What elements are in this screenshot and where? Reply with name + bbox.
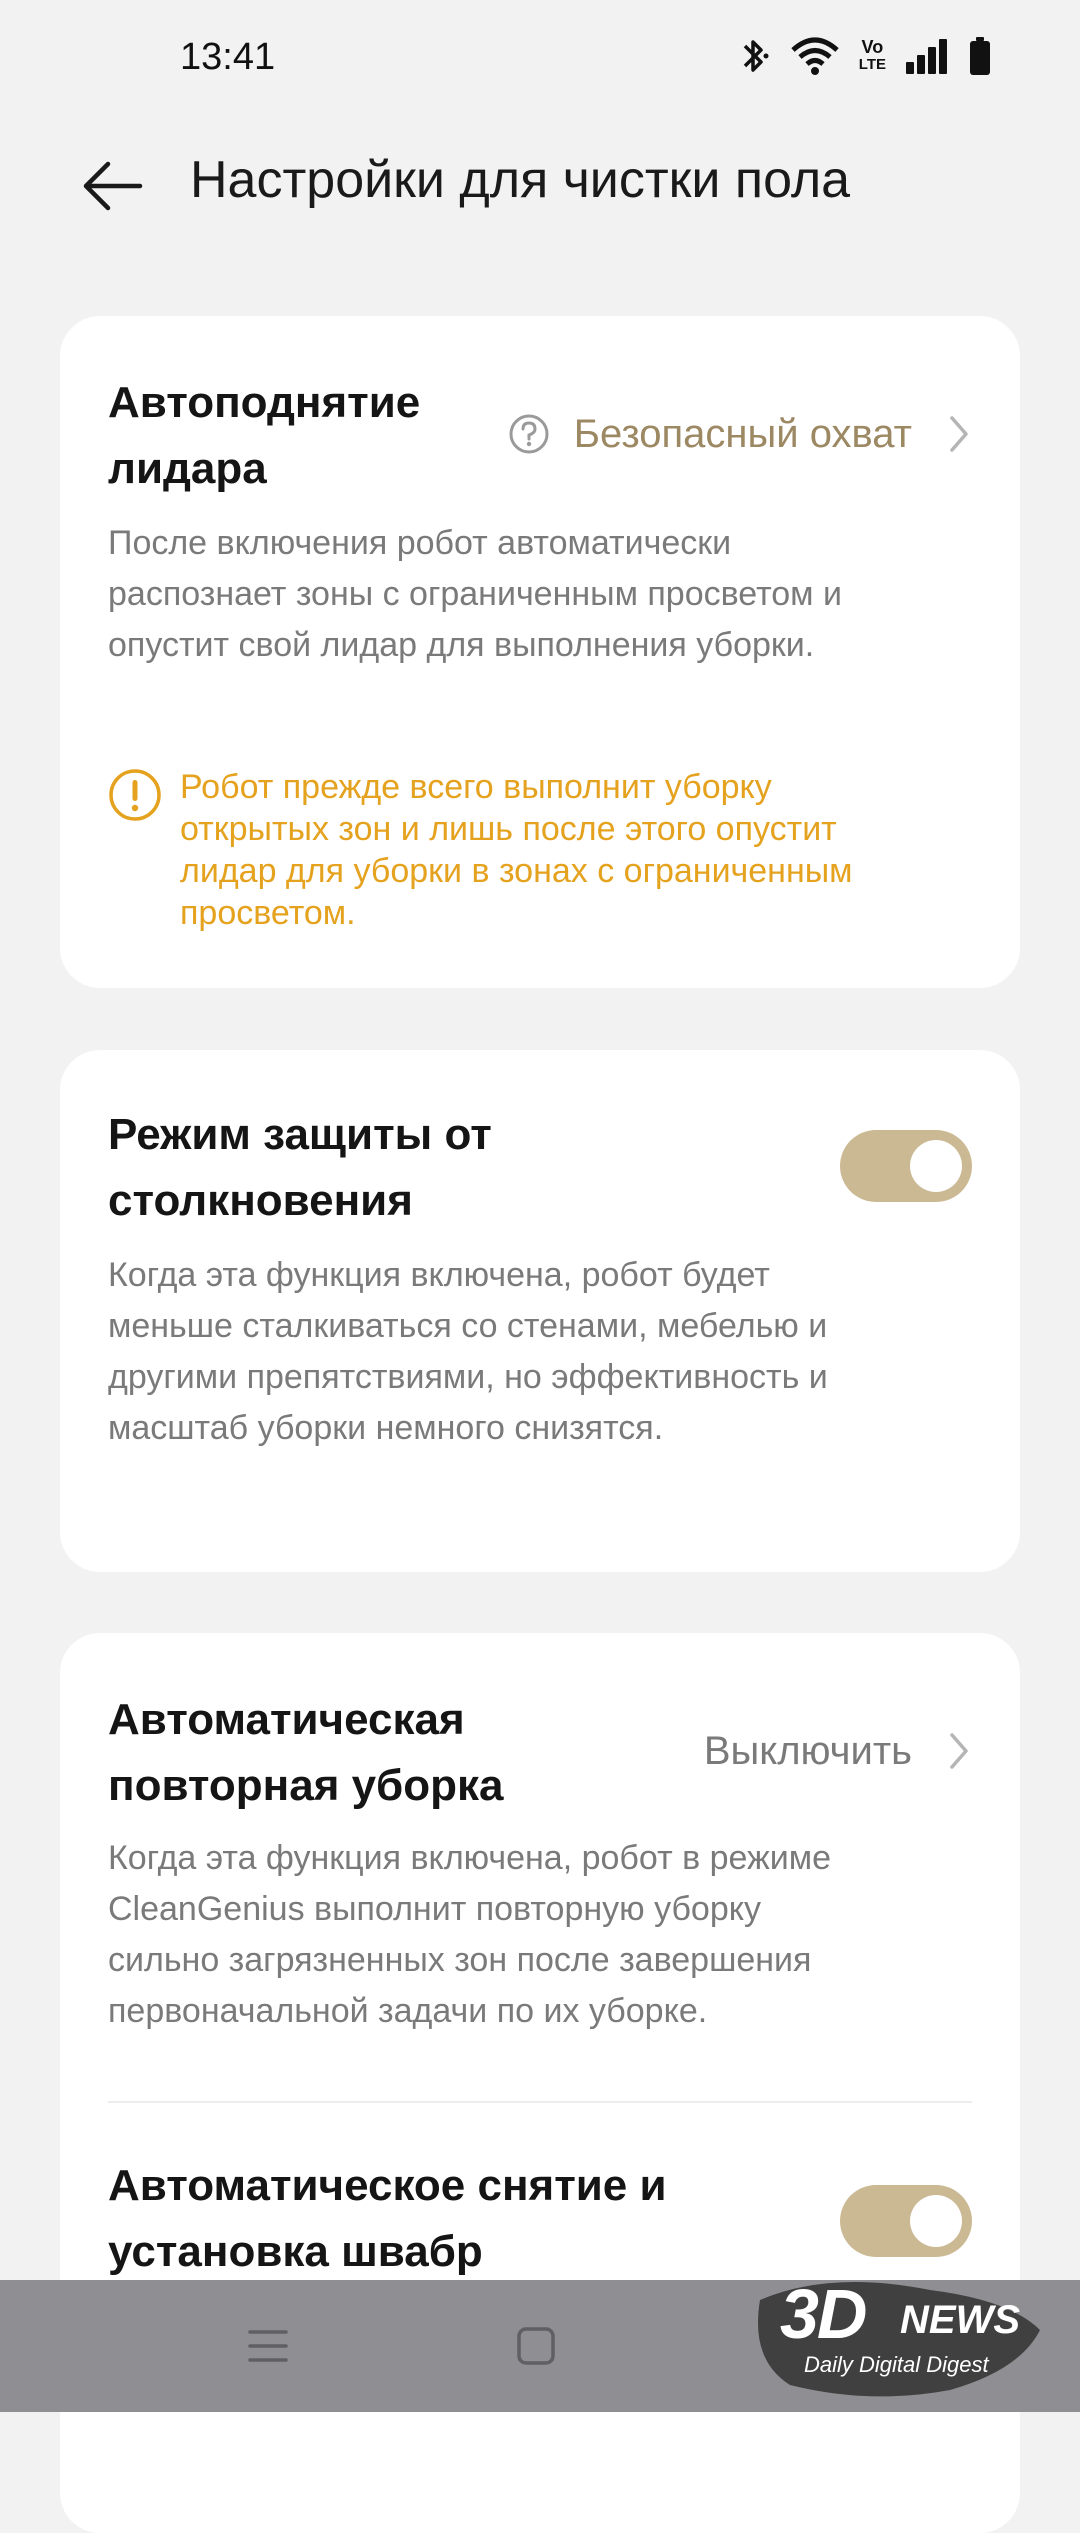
warning-icon xyxy=(108,768,162,822)
page-title: Настройки для чистки пола xyxy=(190,151,851,209)
lidar-value[interactable]: Безопасный охват xyxy=(573,412,912,456)
volte-top: Vo xyxy=(861,37,884,57)
recleaning-title: Автоматическая повторная уборка xyxy=(108,1695,504,1810)
signal-icon xyxy=(904,36,950,76)
volte-bottom: LTE xyxy=(858,56,886,73)
watermark-news: NEWS xyxy=(900,2298,1020,2342)
home-button[interactable] xyxy=(508,2318,564,2374)
lidar-title: Автоподнятие лидара xyxy=(108,378,421,493)
wifi-icon xyxy=(789,36,841,76)
warning-text: Робот прежде всего выполнит уборку открытых зон и лишь после этого опустит лидар для уборки в зонах с ограниченным просветом. xyxy=(180,768,853,932)
volte-icon xyxy=(859,38,886,74)
chevron-right-icon xyxy=(944,1731,974,1771)
lidar-description: После включения робот автоматически распознает зоны с ограниченным просветом и опустит свой лидар для выполнения уборки. xyxy=(108,524,842,664)
status-bar xyxy=(0,0,1080,120)
divider xyxy=(108,2101,972,2103)
lidar-settings-card xyxy=(60,316,1020,988)
recleaning-value[interactable]: Выключить xyxy=(703,1729,912,1773)
recents-button[interactable] xyxy=(240,2318,296,2374)
watermark-subtitle: Daily Digital Digest xyxy=(804,2352,989,2377)
mop-toggle[interactable] xyxy=(840,2185,972,2257)
collision-title: Режим защиты от столкновения xyxy=(108,1110,492,1225)
collision-settings-card xyxy=(60,1050,1020,1572)
back-button[interactable] xyxy=(72,146,152,226)
toggle-knob xyxy=(910,2195,962,2247)
toggle-knob xyxy=(910,1140,962,1192)
recleaning-description: Когда эта функция включена, робот в режиме CleanGenius выполнит повторную уборку сильно загрязненных зон после завершения первоначальной задачи по их уборке. xyxy=(108,1839,832,2030)
collision-toggle[interactable] xyxy=(840,1130,972,1202)
home-icon xyxy=(516,2326,556,2366)
chevron-right-icon xyxy=(944,414,974,454)
back-arrow-icon xyxy=(80,161,144,211)
mop-title: Автоматическое снятие и установка швабр xyxy=(108,2161,667,2276)
app-header xyxy=(0,120,1080,240)
watermark-logo xyxy=(750,2260,1050,2410)
battery-icon xyxy=(968,36,992,76)
menu-icon xyxy=(248,2326,288,2366)
collision-description: Когда эта функция включена, робот будет меньше сталкиваться со стенами, мебелью и другими препятствиями, но эффективность и масштаб уборки немного снизятся. xyxy=(108,1256,828,1447)
help-icon[interactable] xyxy=(508,413,550,455)
status-icons xyxy=(737,36,992,76)
watermark-3d: 3D xyxy=(780,2275,866,2353)
status-time: 13:41 xyxy=(180,36,276,78)
bluetooth-icon xyxy=(737,36,771,76)
